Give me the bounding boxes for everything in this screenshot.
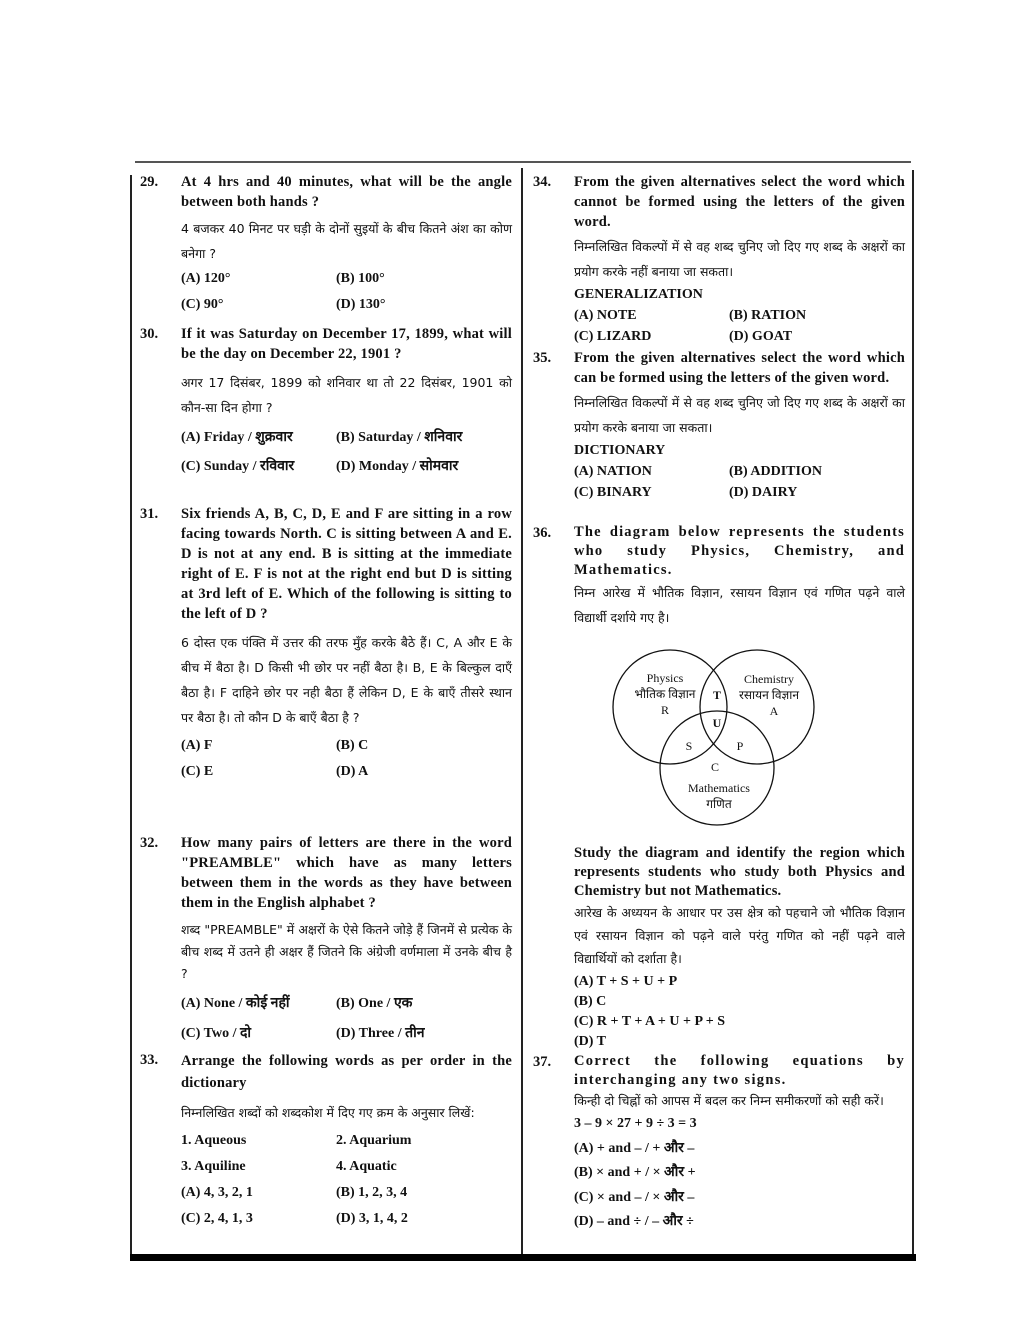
word-item: 1. Aqueous — [181, 1133, 247, 1148]
left-border — [130, 175, 132, 1255]
option-b[interactable]: (B) C — [336, 738, 369, 753]
options — [574, 305, 905, 347]
option-a[interactable]: (A) NATION — [574, 464, 652, 479]
question-36-prompt — [533, 844, 913, 1052]
option-d[interactable]: (D) Three / तीन — [336, 1026, 425, 1041]
question-text-en: Six friends A, B, C, D, E and F are sitting in a row facing towards North. C is sitting between A and E. D is not at any end. B is sitting at the immediate right of E. F is not at the right end but D is sitting at 3rd left of E. Which of the following is sitting to the left of D ? — [181, 506, 512, 622]
question-text-en: If it was Saturday on December 17, 1899, what will be the day on December 22, 1901 ? — [181, 326, 512, 362]
options — [574, 1137, 905, 1235]
question-text-hi: आरेख के अध्ययन के आधार पर उस क्षेत्र को पहचाने जो भौतिक विज्ञान एवं रसायन विज्ञान को पढ़ने वाले परंतु गणित को नहीं पढ़ने वाले विद्यार्थियों को दर्शाता है। — [574, 905, 905, 966]
option-d[interactable]: (D) A — [336, 764, 369, 779]
question-text-hi: 4 बजकर 40 मिनट पर घड़ी के दोनों सुइयों के बीच कितने अंश का कोण बनेगा ? — [181, 221, 512, 261]
question-text-hi: निम्नलिखित विकल्पों में से वह शब्द चुनिए जो दिए गए शब्द के अक्षरों का प्रयोग करके बनाया जा सकता। — [574, 395, 905, 435]
option-a[interactable]: (A) Friday / शुक्रवार — [181, 430, 293, 445]
region-t: T — [712, 688, 722, 702]
question-text-hi: निम्न आरेख में भौतिक विज्ञान, रसायन विज्ञान एवं गणित पढ़ने वाले विद्यार्थी दर्शाये गए है। — [574, 585, 905, 625]
word-item: 4. Aquatic — [336, 1159, 397, 1174]
options — [574, 972, 905, 1052]
question-text-en: Study the diagram and identify the region which represents students who study both Physics and Chemistry but not Mathematics. — [574, 845, 905, 899]
option-c[interactable]: (C) Sunday / रविवार — [181, 459, 295, 474]
option-b[interactable]: (B) 100° — [336, 271, 385, 286]
options — [574, 461, 905, 503]
option-d[interactable]: (D) T — [574, 1034, 607, 1049]
mathematics-label: Mathematics — [688, 781, 750, 795]
bottom-bar — [130, 1254, 916, 1261]
top-rule — [135, 161, 911, 163]
word-list — [181, 1128, 512, 1232]
region-a: A — [769, 704, 779, 718]
options — [181, 989, 512, 1049]
question-number: 31. — [140, 506, 159, 522]
option-a[interactable]: (A) None / कोई नहीं — [181, 996, 290, 1011]
option-b[interactable]: (B) Saturday / शनिवार — [336, 430, 463, 445]
option-d[interactable]: (D) 3, 1, 4, 2 — [336, 1211, 408, 1226]
region-r: R — [660, 703, 670, 717]
equation: 3 – 9 × 27 + 9 ÷ 3 = 3 — [574, 1116, 697, 1131]
option-b[interactable]: (B) One / एक — [336, 996, 413, 1011]
option-c[interactable]: (C) R + T + A + U + P + S — [574, 1014, 726, 1029]
question-text-en: How many pairs of letters are there in the word "PREAMBLE" which have as many letters between them in the words as they have between them in the English alphabet ? — [181, 835, 512, 911]
option-a[interactable]: (A) 4, 3, 2, 1 — [181, 1185, 253, 1200]
option-a[interactable]: (A) F — [181, 738, 213, 753]
option-b[interactable]: (B) × and + / × और + — [574, 1165, 696, 1180]
option-d[interactable]: (D) GOAT — [729, 329, 793, 344]
options — [181, 733, 512, 785]
option-b[interactable]: (B) 1, 2, 3, 4 — [336, 1185, 408, 1200]
mathematics-label-hi: गणित — [706, 797, 732, 811]
question-text-en: At 4 hrs and 40 minutes, what will be the angle between both hands ? — [181, 174, 512, 210]
venn-diagram — [605, 640, 835, 830]
option-c[interactable]: (C) × and – / × और – — [574, 1189, 695, 1205]
question-text-hi: शब्द "PREAMBLE" में अक्षरों के ऐसे कितने जोड़े हैं जिनमें से प्रत्येक के बीच शब्द में उतने ही अक्षर हैं जितने कि अंग्रेजी वर्णमाला में उनके बीच है ? — [181, 922, 512, 981]
question-37 — [533, 1052, 913, 1235]
options — [181, 266, 512, 318]
question-32 — [140, 833, 520, 1049]
question-34 — [533, 172, 913, 347]
question-number: 32. — [140, 835, 159, 851]
region-c: C — [710, 760, 720, 774]
given-word: GENERALIZATION — [574, 287, 703, 302]
option-c[interactable]: (C) 2, 4, 1, 3 — [181, 1211, 253, 1226]
question-number: 30. — [140, 326, 159, 342]
option-a[interactable]: (A) + and – / + और – — [574, 1140, 695, 1156]
option-b[interactable]: (B) ADDITION — [729, 464, 822, 479]
option-a[interactable]: (A) 120° — [181, 271, 231, 286]
question-35 — [533, 348, 913, 503]
physics-label-hi: भौतिक विज्ञान — [634, 687, 696, 701]
region-u: U — [712, 716, 722, 730]
option-c[interactable]: (C) BINARY — [574, 485, 652, 500]
option-b[interactable]: (B) C — [574, 994, 607, 1009]
question-33 — [140, 1050, 520, 1232]
question-text-hi: किन्ही दो चिह्नों को आपस में बदल कर निम्न समीकरणों को सही करें। — [574, 1093, 884, 1108]
question-text-hi: 6 दोस्त एक पंक्ति में उत्तर की तरफ मुँह करके बैठे हैं। C, A और E के बीच में बैठा है। D किसी भी छोर पर नहीं बैठा है। B, E के बिल्कुल दाएँ बैठा है। F दाहिने छोर पर नही बैठा हैं लेकिन D, E के बाएँ तीसरे स्थान पर बैठा है। तो कौन D के बाएँ बैठा है ? — [181, 635, 512, 725]
region-p: P — [736, 739, 744, 753]
chemistry-circle — [700, 650, 814, 764]
options — [181, 423, 512, 481]
option-c[interactable]: (C) LIZARD — [574, 329, 652, 344]
question-text-en: Arrange the following words as per order in the dictionary — [181, 1053, 512, 1091]
question-number: 34. — [533, 174, 552, 190]
question-number: 33. — [140, 1052, 159, 1068]
question-text-hi: निम्नलिखित विकल्पों में से वह शब्द चुनिए जो दिए गए शब्द के अक्षरों का प्रयोग करके नहीं बनाया जा सकता। — [574, 239, 905, 279]
option-c[interactable]: (C) Two / दो — [181, 1026, 252, 1041]
option-b[interactable]: (B) RATION — [729, 308, 807, 323]
given-word: DICTIONARY — [574, 443, 666, 458]
option-d[interactable]: (D) 130° — [336, 297, 386, 312]
question-text-en: The diagram below represents the students who study Physics, Chemistry, and Mathematics. — [574, 524, 905, 578]
option-a[interactable]: (A) T + S + U + P — [574, 974, 678, 989]
option-a[interactable]: (A) NOTE — [574, 308, 637, 323]
question-29 — [140, 172, 520, 318]
option-d[interactable]: (D) Monday / सोमवार — [336, 459, 459, 474]
question-text-hi: अगर 17 दिसंबर, 1899 को शनिवार था तो 22 दिसंबर, 1901 को कौन-सा दिन होगा ? — [181, 375, 512, 415]
question-31 — [140, 504, 520, 785]
word-item: 2. Aquarium — [336, 1133, 412, 1148]
question-number: 36. — [533, 525, 552, 541]
option-c[interactable]: (C) 90° — [181, 297, 224, 312]
question-text-en: From the given alternatives select the word which cannot be formed using the letters of the given word. — [574, 174, 905, 230]
region-s: S — [685, 739, 693, 753]
chemistry-label: Chemistry — [744, 672, 794, 686]
chemistry-label-hi: रसायन विज्ञान — [739, 688, 799, 702]
option-d[interactable]: (D) – and ÷ / – और ÷ — [574, 1214, 694, 1229]
physics-label: Physics — [646, 671, 684, 685]
question-text-hi: निम्नलिखित शब्दों को शब्दकोश में दिए गए क्रम के अनुसार लिखें: — [181, 1105, 475, 1120]
question-text-en: From the given alternatives select the word which can be formed using the letters of the given word. — [574, 350, 905, 386]
question-number: 37. — [533, 1054, 552, 1070]
option-c[interactable]: (C) E — [181, 764, 214, 779]
question-text-en: Correct the following equations by interchanging any two signs. — [574, 1053, 905, 1088]
option-d[interactable]: (D) DAIRY — [729, 485, 798, 500]
column-divider — [521, 168, 523, 1254]
question-number: 35. — [533, 350, 552, 366]
question-number: 29. — [140, 174, 159, 190]
word-item: 3. Aquiline — [181, 1159, 246, 1174]
physics-circle — [613, 650, 727, 764]
question-30 — [140, 324, 520, 481]
question-36 — [533, 523, 913, 630]
